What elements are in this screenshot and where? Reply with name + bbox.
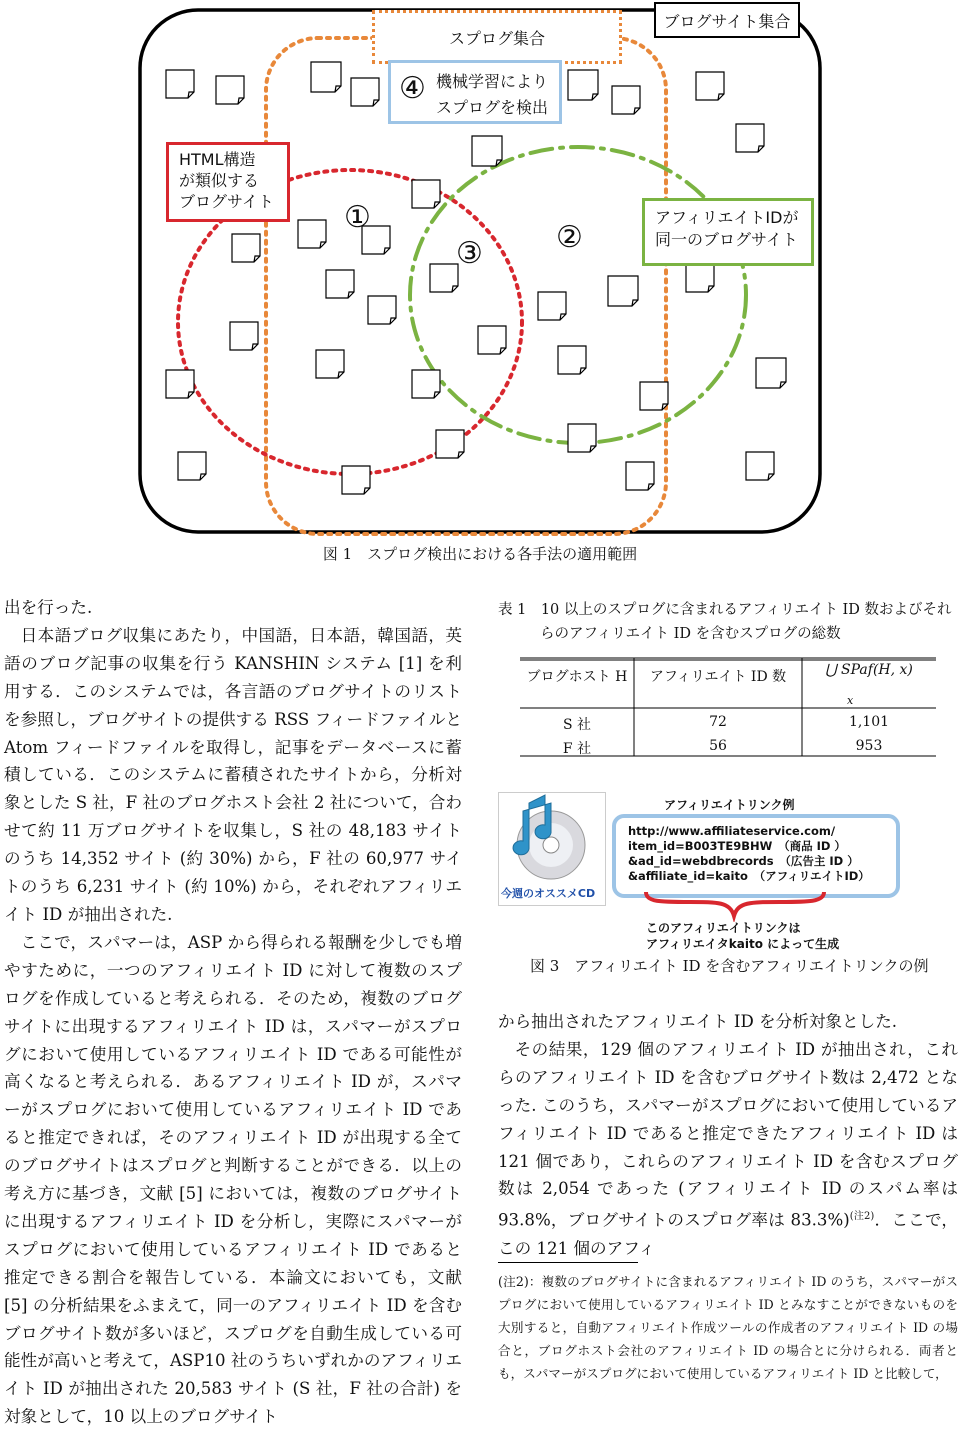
footnote-rule	[498, 1262, 638, 1263]
ml-number: ④	[399, 71, 426, 106]
right-paragraph-1: から抽出されたアフィリエイト ID を分析対象とした.	[498, 1012, 898, 1031]
table-1-caption-line-2: らのアフィリエイト ID を含むスプログの総数	[540, 626, 841, 642]
aff-line-2: 同一のブログサイト	[655, 230, 798, 249]
url-line-4: &affiliate_id=kaito （アフィリエイトID）	[628, 869, 870, 883]
right-paragraph-2	[498, 1036, 958, 1263]
right-paragraph-2-body: その結果，129 個のアフィリエイト ID が抽出され，これらのアフィリエイト ID を含むブログサイト数は 2,472 となった. このうち，スパマーがスプログにおいて使用しているアフィリエイト ID であると推定できたアフィリエイト ID は 121 個であり，これらのアフィリエイト ID を含むスプログ数は 2,054 であった (アフィリエイト ID のスパム率は 93.8%，ブログサイトのスプログ率は 83.3%)	[498, 1039, 958, 1230]
table-1-cell: 1,101	[848, 714, 890, 730]
region-3-label: ③	[456, 236, 483, 271]
blog-site-icon	[216, 76, 244, 104]
table-1-cell: S 社	[562, 717, 592, 733]
table-1-header-host: ブログホスト H	[526, 669, 628, 685]
blog-site-icon	[412, 370, 440, 398]
blog-site-icon	[412, 180, 440, 208]
url-line-2: item_id=B003TE9BHW （商品 ID ）	[628, 839, 846, 853]
blog-site-icon	[568, 70, 598, 100]
left-paragraph-2: 日本語ブログ収集にあたり，中国語，日本語，韓国語，英語のブログ記事の収集を行う KANSHIN システム [1] を利用する．このシステムでは，各言語のブログサイトのリストを参照し，ブログサイトの提供する RSS フィードファイルと Atom フィードファイルを取得し，記事をデータベースに蓄積している．このシステムに蓄積されたサイトから，分析対象とした S 社，F 社のブログホスト会社 2 社について，合わせて約 11 万ブログサイトを収集し，S 社の 48,183 サイトのうち 14,352 サイト (約 30%) から，F 社の 60,977 サイトのうち 6,231 サイト (約 10%) から，それぞれアフィリエイト ID が抽出された.	[4, 625, 462, 924]
blog-site-icon	[696, 72, 724, 100]
blog-site-icon	[316, 350, 344, 378]
blog-site-icon	[230, 322, 258, 350]
url-line-3: &ad_id=webdbrecords （広告主 ID ）	[628, 854, 859, 868]
blog-site-icon	[368, 296, 396, 324]
table-1-header-union: ⋃ SPaf(H, x)	[825, 662, 913, 678]
left-paragraph-3: ここで，スパマーは，ASP から得られる報酬を少しでも増やすために，一つのアフィリエイト ID に対して複数のスプログを作成していると考えられる．そのため，複数のブログサイトに出現するアフィリエイト ID は，スパマーがスプログにおいて使用しているアフィリエイト ID である可能性が高くなると考えられる．あるアフィリエイト ID が，スパマーがスプログにおいて使用しているアフィリエイト ID であると推定できれば，そのアフィリエイト ID が出現する全てのブログサイトはスプログと判断することができる．以上の考え方に基づき，文献 [5] においては，複数のブログサイトに出現するアフィリエイト ID を分析し，実際にスパマーがスプログにおいて使用しているアフィリエイト ID であると推定できる割合を報告している．本論文においても，文献 [5] の分析結果をふまえて，同一のアフィリエイト ID を含むブログサイト数が多いほど，スプログを自動生成している可能性が高いと考えて，ASP10 社のうちいずれかのアフィリエイト ID が抽出された 20,583 サイト (S 社，F 社の合計) を対象として，10 以上のブログサイト	[4, 932, 462, 1427]
affiliate-note	[646, 920, 839, 952]
blog-site-icon	[436, 430, 464, 458]
blog-site-icon	[608, 276, 638, 306]
affiliate-link-title: アフィリエイトリンク例	[664, 798, 795, 812]
html-structure-box	[166, 142, 290, 222]
footnote-marker: (注2)	[849, 1211, 875, 1223]
blog-site-icon	[166, 370, 194, 398]
note-line-2: アフィリエイタkaito によって生成	[646, 937, 840, 951]
blog-site-icon	[178, 452, 206, 480]
cd-thumbnail	[498, 792, 606, 906]
table-1-cell: 72	[709, 714, 727, 730]
blog-site-icon	[298, 220, 326, 248]
affiliate-id-box	[642, 198, 814, 266]
blog-site-icon	[746, 452, 774, 480]
table-1-cell: 56	[709, 738, 727, 754]
ml-line-1: 機械学習により	[436, 72, 549, 91]
blog-site-icon	[472, 136, 502, 166]
table-1-cell: 953	[855, 738, 883, 754]
figure-1-caption: 図 1 スプログ検出における各手法の適用範囲	[322, 545, 638, 563]
table-1-union-subscript: x	[847, 694, 854, 707]
blog-site-icon	[478, 326, 506, 354]
blog-site-icon	[351, 78, 379, 106]
blog-site-icon	[430, 264, 458, 292]
html-line-1: HTML構造	[179, 150, 256, 169]
table-1-caption-line-1: 表 1 10 以上のスプログに含まれるアフィリエイト ID 数およびそれ	[498, 602, 952, 618]
html-line-3: ブログサイト	[179, 192, 274, 211]
right-paragraph-2-tail: ．ここで，この 121 個のアフィ	[498, 1210, 959, 1258]
blog-site-icon	[311, 62, 341, 92]
left-column-text	[4, 594, 462, 1431]
url-line-1: http://www.affiliateservice.com/	[628, 824, 836, 838]
ml-line-2: スプログを検出	[436, 98, 549, 117]
blog-site-icon	[342, 466, 370, 494]
blog-set-label: ブログサイト集合	[654, 2, 800, 38]
blog-site-icon	[558, 346, 586, 374]
affiliate-link-example	[612, 814, 900, 898]
blog-site-icon	[612, 86, 640, 114]
curly-brace	[640, 888, 830, 922]
blog-site-icon	[756, 358, 786, 388]
note-line-1: このアフィリエイトリンクは	[646, 921, 801, 935]
blog-site-icon	[736, 124, 764, 152]
table-1-caption	[498, 598, 958, 646]
cd-label: 今週のオススメCD	[501, 887, 596, 900]
blog-site-icon	[686, 264, 714, 292]
html-line-2: が類似する	[179, 171, 260, 190]
blog-site-icon	[626, 462, 654, 490]
region-1-label: ①	[344, 200, 371, 235]
right-column-text	[498, 1008, 958, 1263]
blog-site-icons	[166, 62, 786, 494]
table-1-cell: F 社	[562, 741, 592, 757]
region-2-label: ②	[556, 220, 583, 255]
blog-site-icon	[232, 234, 260, 262]
cd-music-icon	[499, 793, 605, 885]
footnote: (注2)：複数のブログサイトに含まれるアフィリエイト ID のうち，スパマーがスプログにおいて使用しているアフィリエイト ID とみなすことができないものを大別すると，自動アフィリエイト作成ツールの作成者のアフィリエイト ID の場合と，ブログホスト会社のアフィリエイト ID の場合とに分けられる．両者とも，スパマーがスプログにおいて使用しているアフィリエイト ID と比較して，	[498, 1274, 958, 1381]
left-paragraph-1: 出を行った.	[4, 598, 93, 617]
machine-learning-box	[388, 60, 562, 124]
figure-3-caption: 図 3 アフィリエイト ID を含むアフィリエイトリンクの例	[530, 957, 929, 975]
blog-site-icon	[326, 270, 354, 298]
blog-site-icon	[166, 70, 194, 98]
blog-site-icon	[538, 292, 566, 320]
blog-site-icon	[640, 382, 668, 410]
spam-set-label: スプログ集合	[372, 10, 622, 64]
blog-site-icon	[568, 424, 596, 452]
aff-line-1: アフィリエイトIDが	[655, 208, 799, 227]
affiliate-id-region	[410, 147, 746, 443]
table-1-header-aff-count: アフィリエイト ID 数	[649, 669, 787, 685]
